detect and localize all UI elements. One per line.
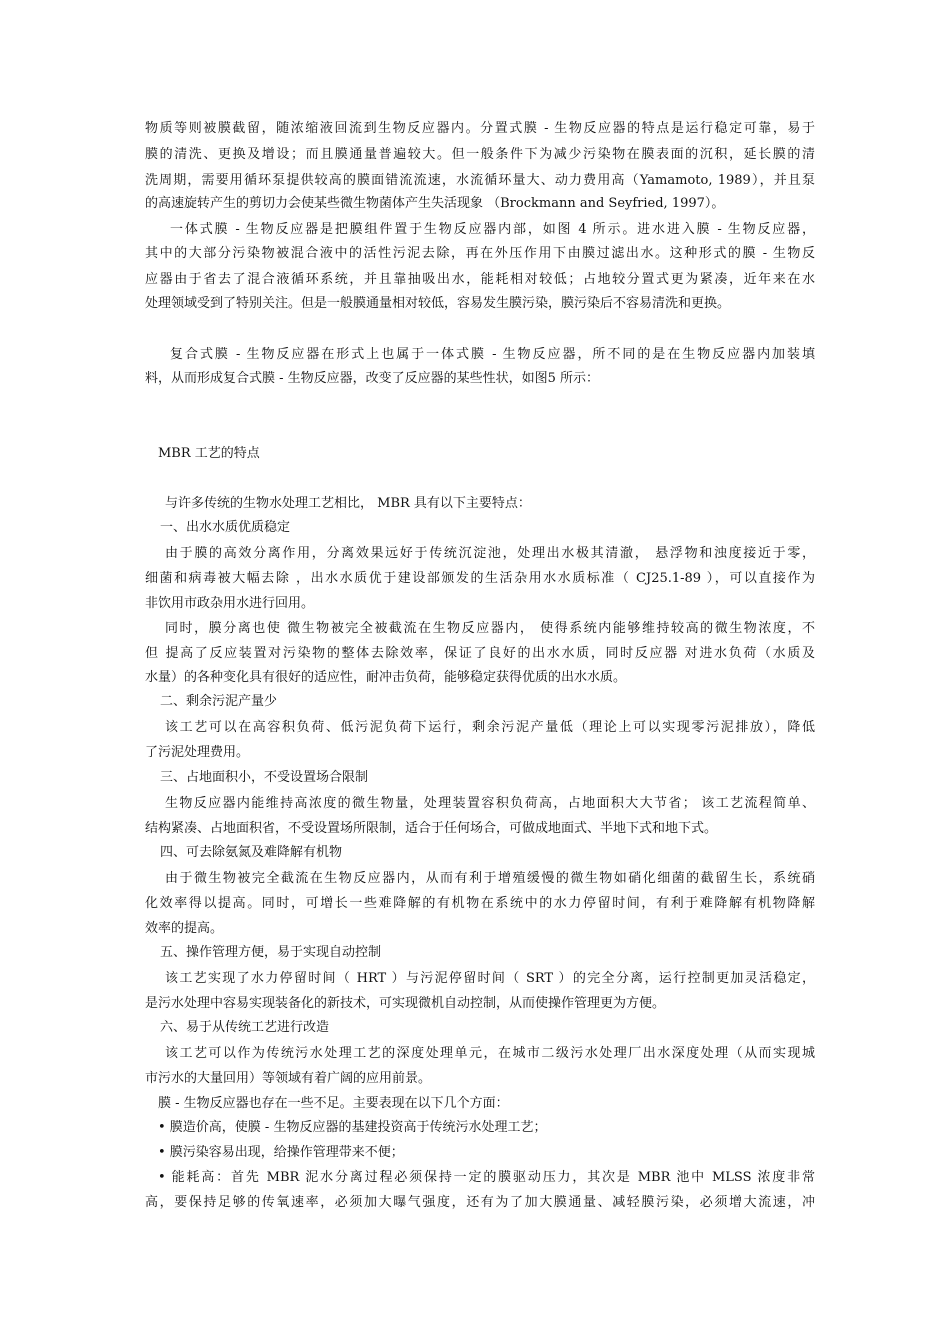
text-line: 该工艺可以在高容积负荷、低污泥负荷下运行，剩余污泥产量低（理论上可以实现零污泥排放），降低 [165,720,815,735]
bullet-item: • 能耗高：首先 MBR 泥水分离过程必须保持一定的膜驱动压力，其次是 MBR 池中 MLSS 浓度非常 [158,1170,815,1185]
text-line: 高，要保持足够的传氧速率，必须加大曝气强度，还有为了加大膜通量、减轻膜污染，必须增大流速，冲 [145,1195,815,1210]
text-line: 该工艺实现了水力停留时间（ HRT ）与污泥停留时间（ SRT ）的完全分离，运行控制更加灵活稳定， [165,971,815,986]
text-line: 与许多传统的生物水处理工艺相比， MBR 具有以下主要特点： [165,496,531,511]
text-line: 化效率得以提高。同时，可增长一些难降解的有机物在系统中的水力停留时间，有利于难降解有机物降解 [145,896,815,911]
text-line: 的高速旋转产生的剪切力会使某些微生物菌体产生失活现象 （Brockmann and Seyfried, 1997）。 [145,196,725,211]
subsection-title: 六、易于从传统工艺进行改造 [160,1020,330,1035]
text-line: 一体式膜 - 生物反应器是把膜组件置于生物反应器内部，如图 4 所示。进水进入膜 - 生物反应器， [170,222,815,237]
text-line: 膜的清洗、更换及增设；而且膜通量普遍较大。但一般条件下为减少污染物在膜表面的沉积，延长膜的清 [145,147,815,162]
bullet-item: • 膜造价高，使膜 - 生物反应器的基建投资高于传统污水处理工艺； [158,1120,547,1135]
text-line: 细菌和病毒被大幅去除 ，出水水质优于建设部颁发的生活杂用水水质标准（ CJ25.1-89 ），可以直接作为 [145,571,815,586]
subsection-title: 四、可去除氨氮及难降解有机物 [160,845,343,860]
text-line: 由于微生物被完全截流在生物反应器内，从而有利于增殖缓慢的微生物如硝化细菌的截留生长，系统硝 [165,871,815,886]
text-line: 由于膜的高效分离作用，分离效果远好于传统沉淀池，处理出水极其清澈， 悬浮物和浊度接近于零， [165,546,815,561]
section-heading: MBR 工艺的特点 [158,446,260,461]
text-line: 料，从而形成复合式膜 - 生物反应器，改变了反应器的某些性状，如图5 所示： [145,371,600,386]
text-line: 处理领域受到了特别关注。但是一般膜通量相对较低，容易发生膜污染，膜污染后不容易清洗和更换。 [145,296,731,311]
text-line: 该工艺可以作为传统污水处理工艺的深度处理单元，在城市二级污水处理厂出水深度处理（从而实现城 [165,1046,815,1061]
text-line: 其中的大部分污染物被混合液中的活性污泥去除，再在外压作用下由膜过滤出水。这种形式的膜 - 生物反 [145,246,815,261]
text-line: 物质等则被膜截留，随浓缩液回流到生物反应器内。分置式膜 - 生物反应器的特点是运行稳定可靠，易于 [145,121,815,136]
text-line: 膜 - 生物反应器也存在一些不足。主要表现在以下几个方面： [158,1096,509,1111]
text-line: 生物反应器内能维持高浓度的微生物量，处理装置容积负荷高，占地面积大大节省； 该工艺流程简单、 [165,796,815,811]
text-line: 效率的提高。 [145,921,224,936]
subsection-title: 一、出水水质优质稳定 [160,520,291,535]
text-line: 同时，膜分离也使 微生物被完全被截流在生物反应器内， 使得系统内能够维持较高的微生物浓度，不 [165,621,815,636]
text-line: 洗周期，需要用循环泵提供较高的膜面错流流速，水流循环量大、动力费用高（Yamamoto, 1989），并且泵 [145,173,815,188]
text-line: 了污泥处理费用。 [145,745,250,760]
subsection-title: 三、占地面积小，不受设置场合限制 [160,770,369,785]
text-line: 但 提高了反应装置对污染物的整体去除效率，保证了良好的出水水质，同时反应器 对进水负荷（水质及 [145,646,815,661]
text-line: 市污水的大量回用）等领域有着广阔的应用前景。 [145,1071,432,1086]
text-line: 应器由于省去了混合液循环系统，并且靠抽吸出水，能耗相对较低；占地较分置式更为紧凑，近年来在水 [145,272,815,287]
subsection-title: 五、操作管理方便，易于实现自动控制 [160,945,382,960]
text-line: 水量）的各种变化具有很好的适应性，耐冲击负荷，能够稳定获得优质的出水水质。 [145,670,627,685]
text-line: 复合式膜 - 生物反应器在形式上也属于一体式膜 - 生物反应器，所不同的是在生物反应器内加装填 [170,347,815,362]
bullet-item: • 膜污染容易出现，给操作管理带来不便； [158,1145,404,1160]
text-line: 是污水处理中容易实现装备化的新技术，可实现微机自动控制，从而使操作管理更为方便。 [145,996,666,1011]
text-line: 结构紧凑、占地面积省，不受设置场所限制，适合于任何场合，可做成地面式、半地下式和地下式。 [145,821,718,836]
subsection-title: 二、剩余污泥产量少 [160,694,278,709]
text-line: 非饮用市政杂用水进行回用。 [145,596,315,611]
